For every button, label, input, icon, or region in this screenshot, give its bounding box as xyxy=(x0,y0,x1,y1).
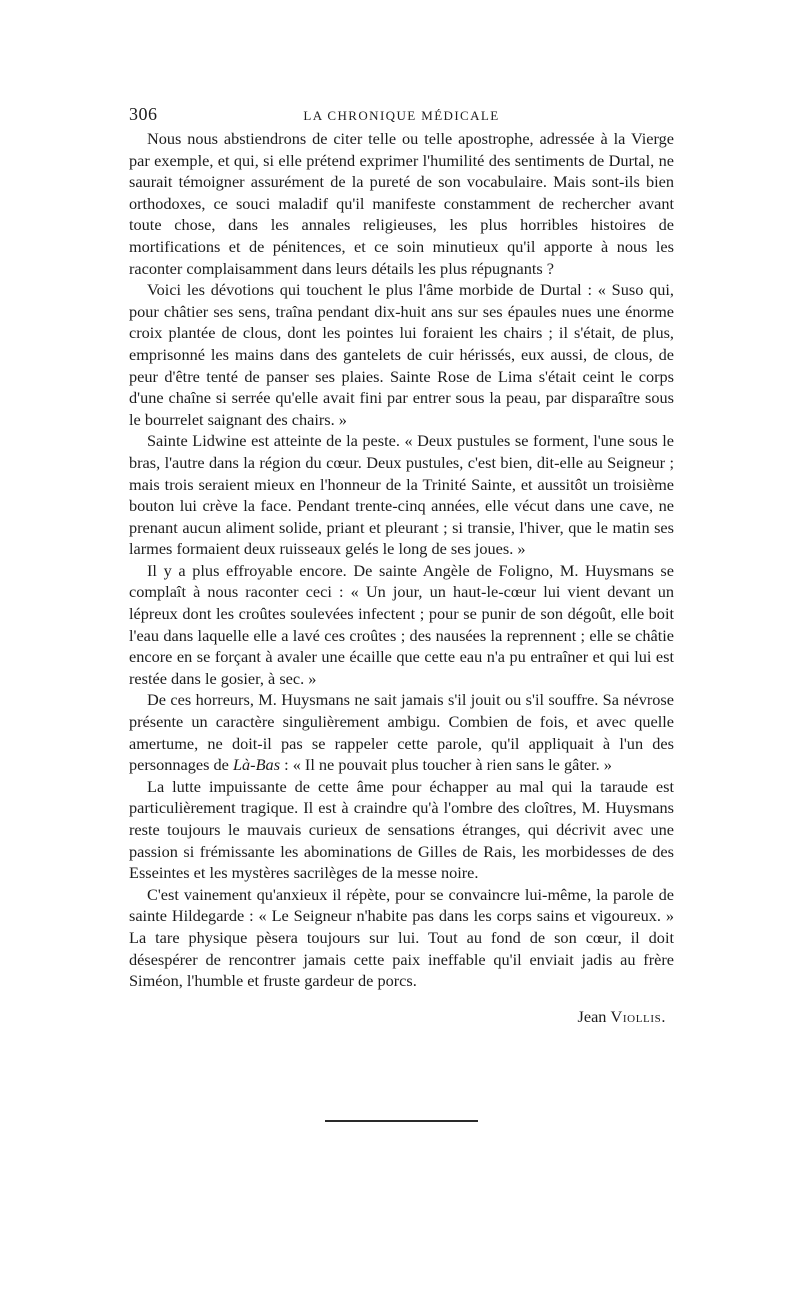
end-rule xyxy=(325,1120,478,1122)
article-body xyxy=(129,128,674,992)
paragraph-text: : « Il ne pouvait plus toucher à rien sans le gâter. » xyxy=(280,755,612,775)
running-title: LA CHRONIQUE MÉDICALE xyxy=(303,108,500,123)
paragraph: C'est vainement qu'anxieux il répète, pour se convaincre lui-même, la parole de sainte Hildegarde : « Le Seigneur n'habite pas dans les corps sains et vigoureux. » La tare physique pèsera toujours sur lui. Tout au fond de son cœur, il doit désespérer de rencontrer jamais cette paix ineffable qu'il enviait jadis au frère Siméon, l'humble et fruste gardeur de porcs. xyxy=(129,884,674,991)
author-signature xyxy=(129,1006,674,1028)
page-header xyxy=(129,98,674,128)
author-first-name: Jean xyxy=(577,1006,607,1026)
paragraph xyxy=(129,689,674,775)
paragraph: Il y a plus effroyable encore. De sainte Angèle de Foligno, M. Huysmans se complaît à nous raconter ceci : « Un jour, un haut-le-cœur lui vient devant un lépreux dont les croûtes soulevées infectent ; pour se punir de son dégoût, elle boit l'eau dans laquelle elle a lavé ces croûtes ; des nausées la reprennent ; elle se châtie encore en se forçant à avaler une écaille que cette eau n'a pu entraîner et qui lui est restée dans le gosier, à sec. » xyxy=(129,560,674,688)
paragraph: Voici les dévotions qui touchent le plus l'âme morbide de Durtal : « Suso qui, pour châtier ses sens, traîna pendant dix-huit ans sur ses épaules nues une énorme croix plantée de clous, dont les pointes lui foraient les chairs ; il s'était, de plus, emprisonné les mains dans des gantelets de cuir hérissés, eux aussi, de clous, de peur d'être tenté de panser ses plaies. Sainte Rose de Lima s'était ceint le corps d'une chaîne si serrée qu'elle avait fini par entrer sous la peau, par disparaître sous le bourrelet saignant des chairs. » xyxy=(129,280,674,429)
paragraph-text: De ces horreurs, M. Huysmans ne sait jamais s'il jouit ou s'il souffre. Sa névrose présente un caractère singulièrement ambigu. Combien de fois, et avec quelle amertume, ne doit-il pas se rappeler cette parole, qu'il appliquait à l'un des personnages de xyxy=(129,690,674,775)
paragraph: La lutte impuissante de cette âme pour échapper au mal qui la taraude est particulièrement tragique. Il est à craindre qu'à l'ombre des cloîtres, M. Huysmans reste toujours le mauvais curieux de sensations étranges, qui décrivit avec une passion si frémissante les abominations de Gilles de Rais, les morbidesses de des Esseintes et les mystères sacrilèges de la messe noire. xyxy=(129,776,674,883)
page xyxy=(129,98,674,1028)
author-last-name: Viollis. xyxy=(610,1006,666,1026)
book-title: Là-Bas xyxy=(232,755,281,775)
page-number: 306 xyxy=(129,104,158,124)
paragraph: Nous nous abstiendrons de citer telle ou telle apostrophe, adressée à la Vierge par exemple, et qui, si elle prétend exprimer l'humilité des sentiments de Durtal, ne saurait témoigner assurément de la pureté de son vocabulaire. Mais sont-ils bien orthodoxes, ce souci maladif qu'il manifeste constamment de rechercher avant toute chose, dans les annales religieuses, les plus horribles histoires de mortifications et de pénitences, et ce soin minutieux qu'il apporte à nous les raconter complaisamment dans leurs détails les plus répugnants ? xyxy=(129,129,674,278)
paragraph: Sainte Lidwine est atteinte de la peste. « Deux pustules se forment, l'une sous le bras, l'autre dans la région du cœur. Deux pustules, c'est bien, dit-elle au Seigneur ; mais trois seraient mieux en l'honneur de la Trinité Sainte, et aussitôt un troisième bouton lui crève la face. Pendant trente-cinq années, elle vécut dans une cave, ne prenant aucun aliment solide, priant et pleurant ; si transie, l'hiver, que le matin ses larmes formaient deux ruisseaux gelés le long de ses joues. » xyxy=(129,431,674,559)
